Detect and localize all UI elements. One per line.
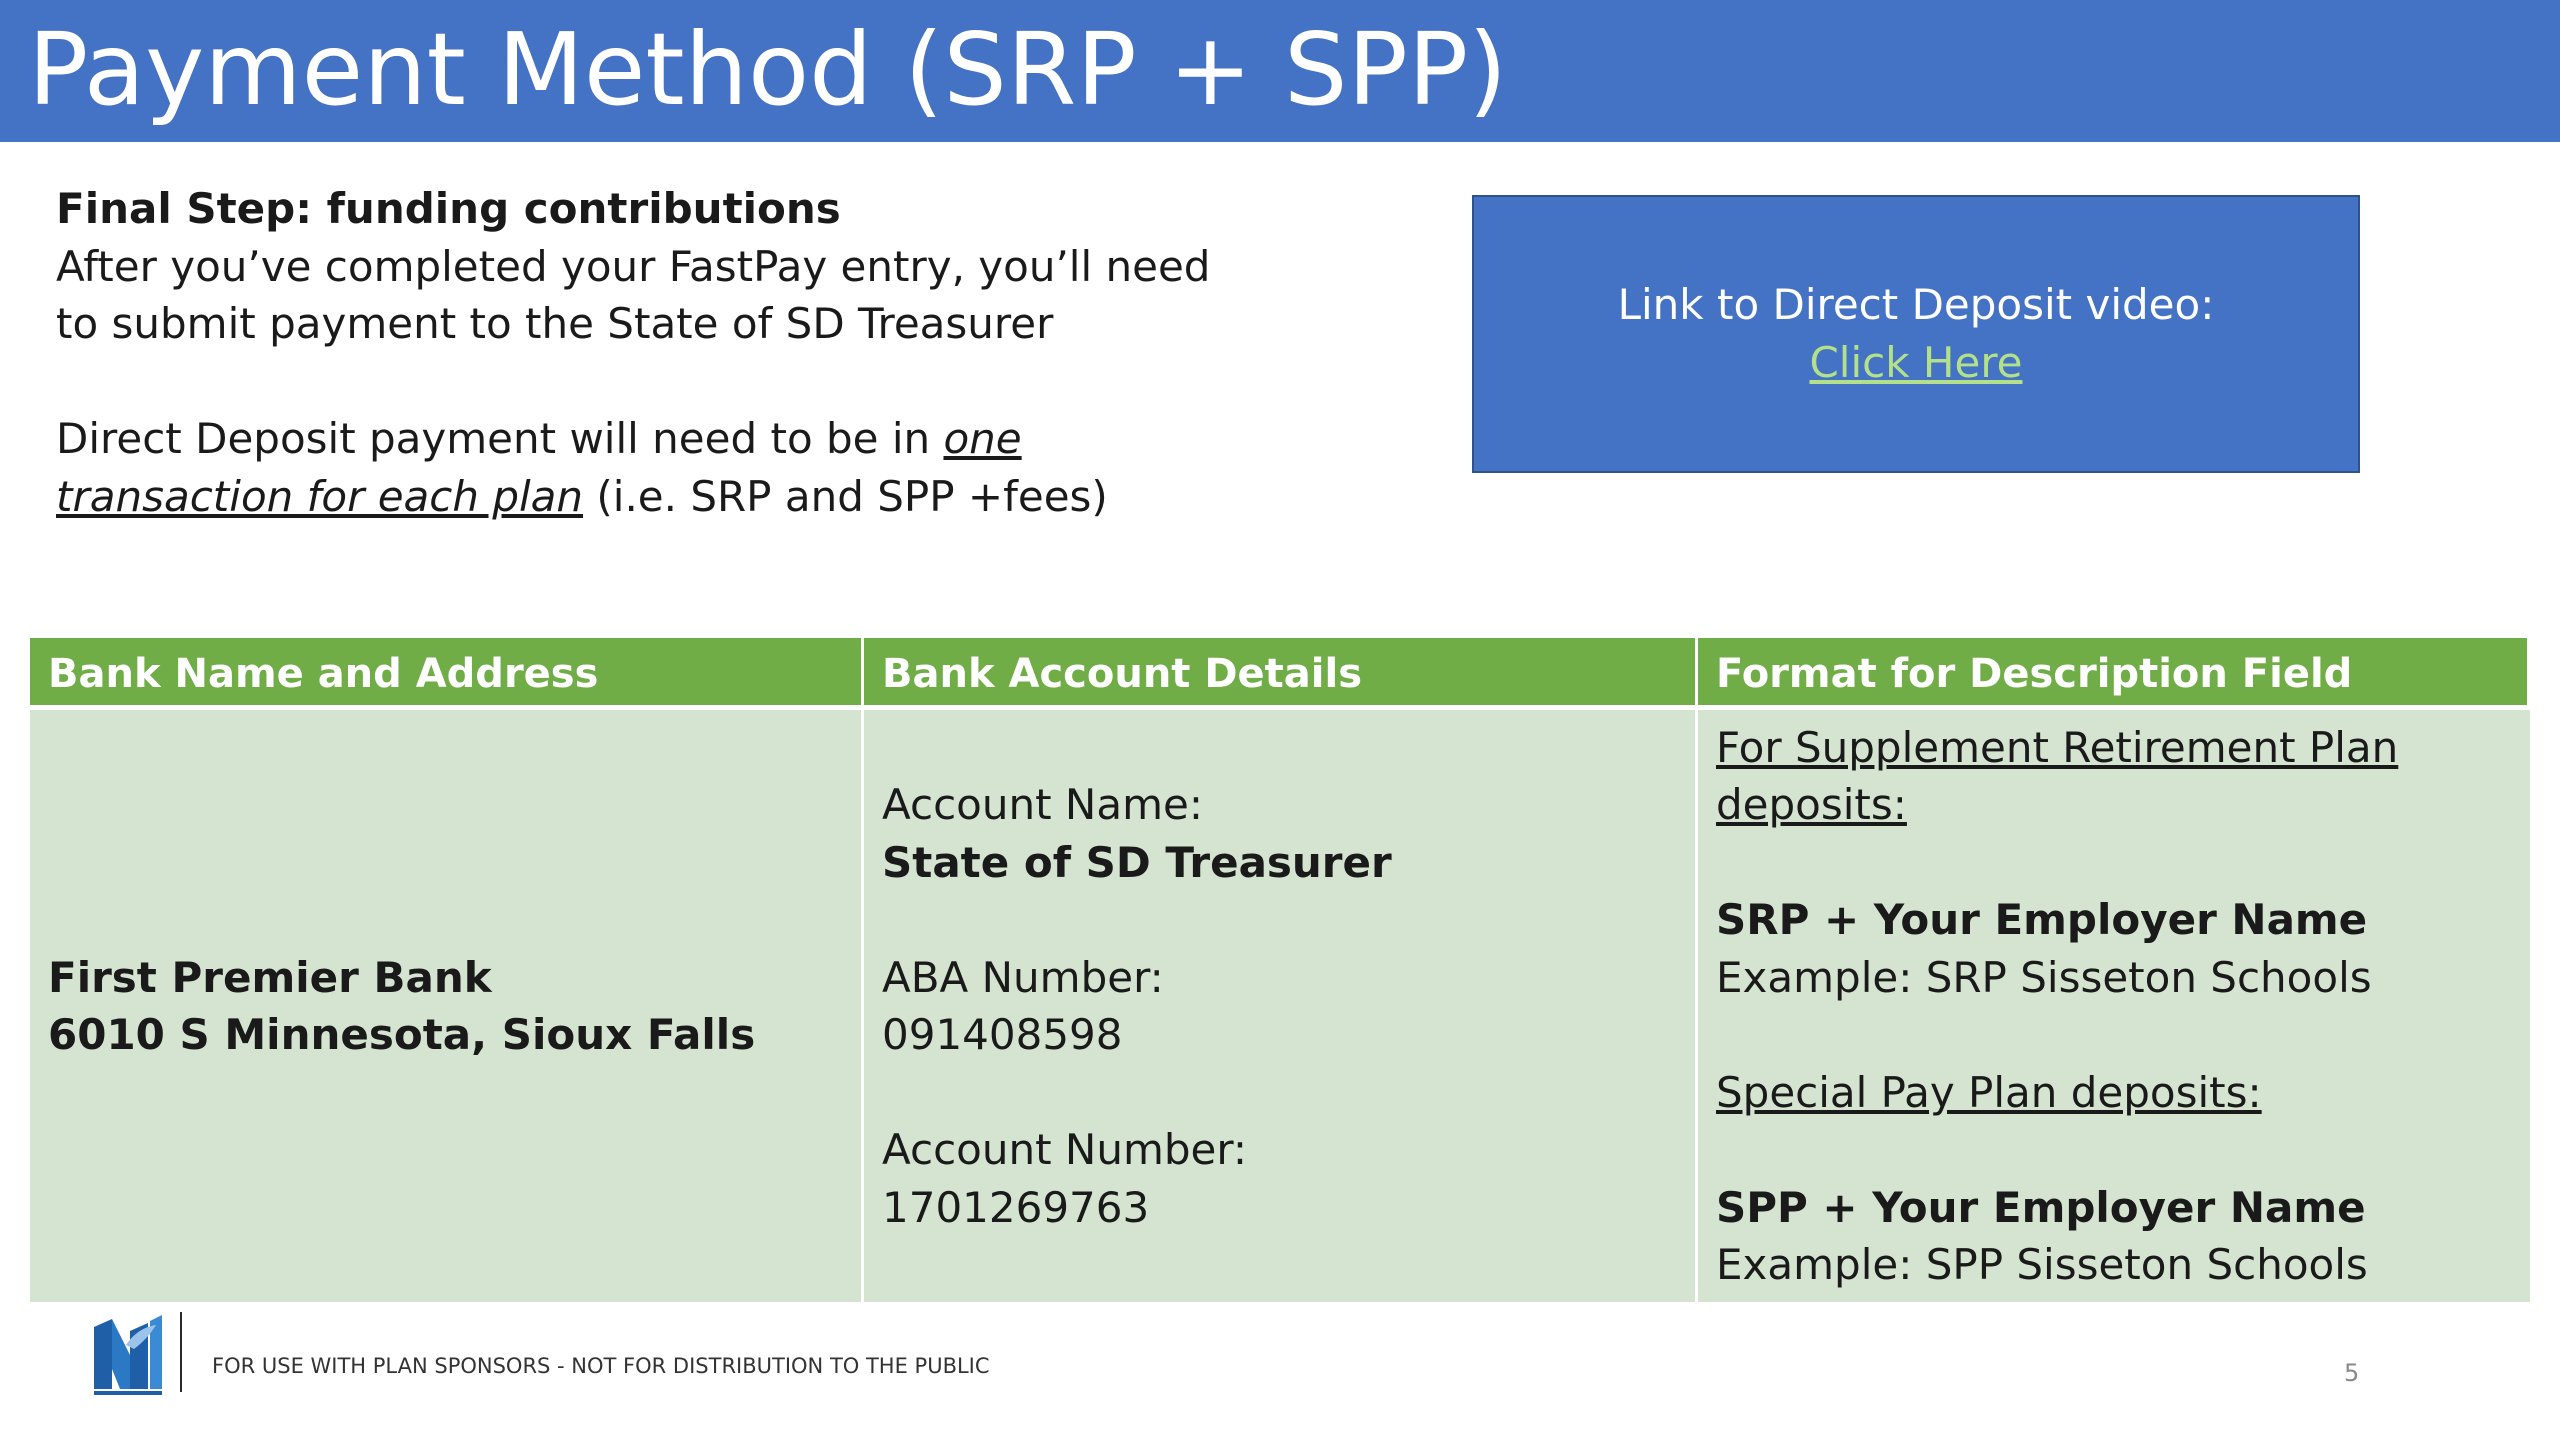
srp-heading-line-2: deposits: xyxy=(1716,780,1907,829)
header-account-details: Bank Account Details xyxy=(864,638,1698,710)
intro-line-4 xyxy=(56,468,1396,526)
cell-account-details xyxy=(864,710,1698,1302)
intro-line-4-rest: (i.e. SRP and SPP +fees) xyxy=(596,471,1108,521)
aba-number-label: ABA Number: xyxy=(882,952,1164,1002)
intro-emphasis-transaction: transaction for each plan xyxy=(56,471,584,521)
account-spacer-1 xyxy=(882,891,1695,949)
description-spacer-3 xyxy=(1716,1121,2530,1179)
header-bank-name: Bank Name and Address xyxy=(30,638,864,710)
video-link-box xyxy=(1472,195,2360,473)
account-name-label: Account Name: xyxy=(882,780,1203,829)
intro-line-2: to submit payment to the State of SD Treasurer xyxy=(56,299,1054,348)
intro-line-1: After you’ve completed your FastPay entry, you’ll need xyxy=(56,241,1211,291)
bank-address: 6010 S Minnesota, Sioux Falls xyxy=(48,1010,756,1059)
footer-divider xyxy=(180,1312,182,1392)
intro-spacer xyxy=(56,353,1396,411)
intro-emphasis-one: one xyxy=(943,414,1022,463)
spp-heading: Special Pay Plan deposits: xyxy=(1716,1067,2262,1117)
company-logo-icon xyxy=(90,1305,170,1401)
cell-bank-name-address xyxy=(30,710,864,1302)
intro-text-block xyxy=(56,180,1396,525)
bank-details-table xyxy=(30,638,2530,1302)
spp-format: SPP + Your Employer Name xyxy=(1716,1182,2366,1232)
header-description-format: Format for Description Field xyxy=(1698,638,2530,710)
intro-line-3 xyxy=(56,410,1396,468)
click-here-link[interactable]: Click Here xyxy=(1809,338,2023,387)
description-spacer-2 xyxy=(1716,1006,2530,1064)
account-number-value: 1701269763 xyxy=(882,1182,1150,1232)
video-link-label: Link to Direct Deposit video: xyxy=(1617,280,2215,329)
aba-number-value: 091408598 xyxy=(882,1010,1123,1059)
srp-heading-line-1: For Supplement Retirement Plan xyxy=(1716,722,2399,772)
bank-name: First Premier Bank xyxy=(48,952,492,1002)
spp-example: Example: SPP Sisseton Schools xyxy=(1716,1240,2368,1289)
srp-format: SRP + Your Employer Name xyxy=(1716,895,2368,944)
footer-disclaimer: FOR USE WITH PLAN SPONSORS - NOT FOR DISTRIBUTION TO THE PUBLIC xyxy=(212,1354,990,1378)
page-number: 5 xyxy=(2344,1359,2360,1387)
step-title: Final Step: funding contributions xyxy=(56,184,841,233)
srp-example: Example: SRP Sisseton Schools xyxy=(1716,952,2372,1002)
account-number-label: Account Number: xyxy=(882,1125,1248,1174)
cell-description-format xyxy=(1698,710,2530,1302)
intro-line-3-start: Direct Deposit payment will need to be in xyxy=(56,414,931,463)
account-name-value: State of SD Treasurer xyxy=(882,837,1392,887)
slide-title: Payment Method (SRP + SPP) xyxy=(28,11,1508,128)
company-logo-svg xyxy=(90,1305,170,1401)
description-spacer-1 xyxy=(1716,834,2530,892)
title-bar xyxy=(0,0,2560,142)
account-spacer-2 xyxy=(882,1064,1695,1122)
